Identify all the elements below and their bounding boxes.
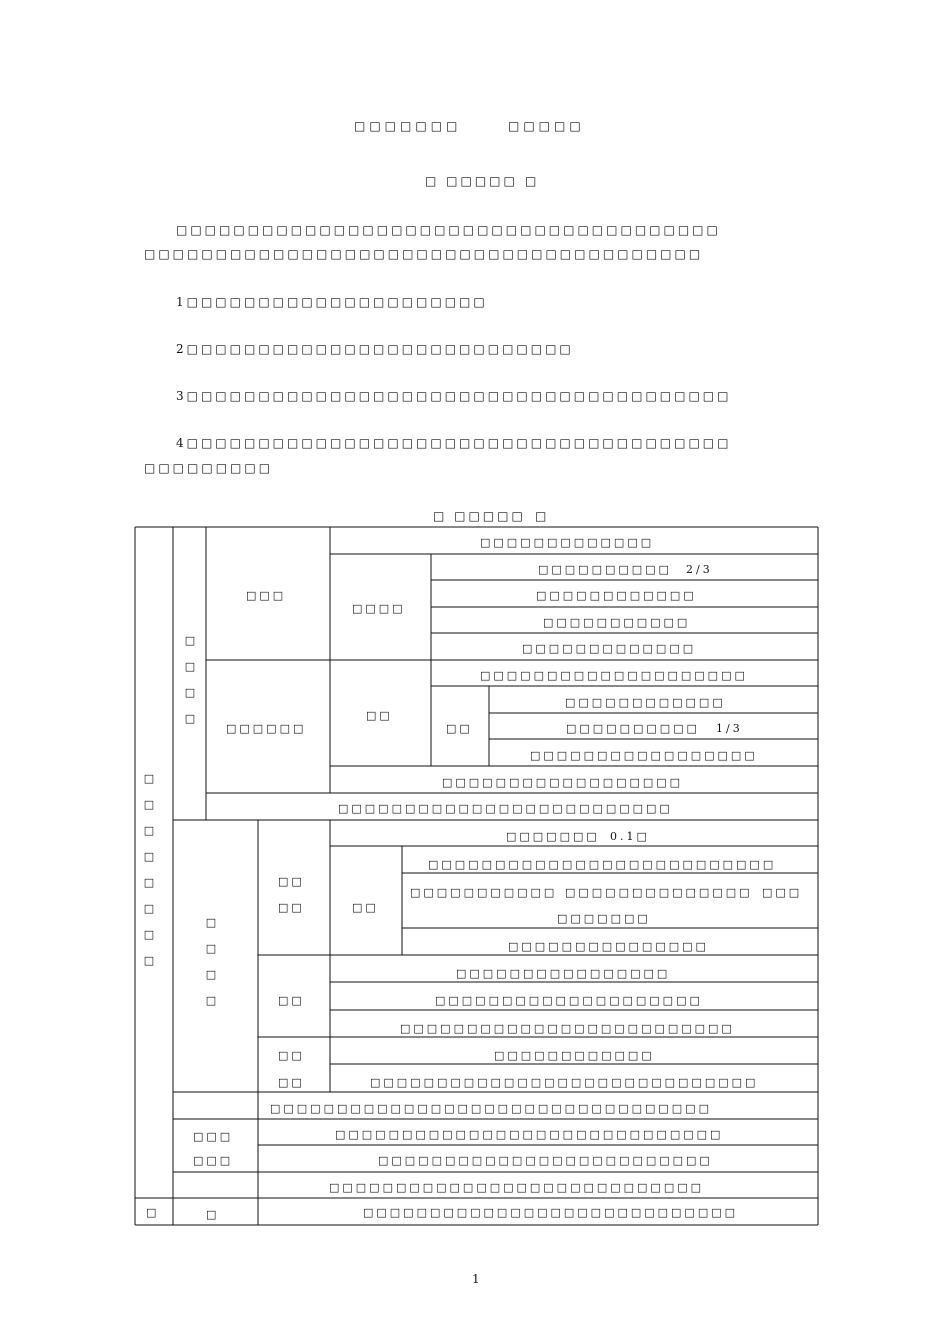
subtitle-right: □ [525,174,540,188]
group3-row2: □□□□□□□□□□□□□□□□□□□□□□□□□ [378,1154,713,1167]
group1a-sub-row1-value: 2/3 [686,563,713,576]
group2a-sub-row1: □□□□□□□□□□□□□□□□□□□□□□□□□□ [428,858,777,871]
intro-line-2: □□□□□□□□□□□□□□□□□□□□□□□□□□□□□□□□□□□□□□□ [144,247,704,261]
title-right: □□□□□ [508,119,585,133]
group1a-label: □□□ [246,589,287,602]
group2c-label-line1: □□ [278,1049,305,1062]
group2a-sub-row2-a: □□□□□□□□□□□ [410,886,558,899]
group1b-sub2-row2-value: 1/3 [716,722,743,735]
group1b-sub2-row1: □□□□□□□□□□□□ [565,696,726,709]
group1b-sub2-label: □□ [446,722,473,735]
group1b-sub2-row2: □□□□□□□□□□ [566,722,700,735]
table-caption-left: □ □□□□□ [433,509,526,523]
group2a-sub-label: □□ [352,901,379,914]
group1a-row1: □□□□□□□□□□□□□ [480,536,655,549]
list-item-2: 2□□□□□□□□□□□□□□□□□□□□□□□□□□□ [176,342,574,356]
group1a-sub-row4: □□□□□□□□□□□□□ [522,642,697,655]
group1a-sub-row3: □□□□□□□□□□□ [543,616,691,629]
group2c-row2: □□□□□□□□□□□□□□□□□□□□□□□□□□□□□ [370,1076,759,1089]
group1a-sub-row1: □□□□□□□□□□ [538,563,672,576]
group2a-label-line2: □□ [278,901,305,914]
table-col1-label: □□□□□□□□ [143,772,155,967]
group1a-sub-row2: □□□□□□□□□□□□ [536,589,697,602]
table-caption-right: □ [535,509,550,523]
group1-last-row: □□□□□□□□□□□□□□□□□□□□□□□□□ [338,802,673,815]
group2c-label-line2: □□ [278,1076,305,1089]
group2c-row1: □□□□□□□□□□□□ [494,1049,655,1062]
group3-row1: □□□□□□□□□□□□□□□□□□□□□□□□□□□□□ [335,1128,724,1141]
group2a-sub-row3: □□□□□□□□□□□□□□□ [508,940,709,953]
group2a-sub-row2-c: □□□ [762,886,803,899]
group1b-row2: □□□□□□□□□□□□□□□□□□ [442,776,684,789]
group2a-sub-row2-b: □□□□□□□□□□□□□□ [565,886,753,899]
list-item-4-continued: □□□□□□□□□ [144,461,274,475]
group2a-sub-row2-d: □□□□□□□ [557,912,651,925]
group2a-row1: □□□□□□□ [506,830,600,843]
group2a-label-line1: □□ [278,875,305,888]
group2b-row1: □□□□□□□□□□□□□□□□ [456,967,671,980]
list-item-1: 1□□□□□□□□□□□□□□□□□□□□□ [176,295,488,309]
last-row-col2: □ [206,1208,220,1221]
group3-label-line1: □□□ [193,1130,234,1143]
table-col1-bottom: □ [146,1206,160,1219]
group1a-sub-label: □□□□ [352,602,406,615]
group2-label: □□□□ [205,916,217,1007]
subtitle-left: □ □□□□□ [425,174,518,188]
group1b-row1: □□□□□□□□□□□□□□□□□□□□ [480,669,748,682]
group2b-row2: □□□□□□□□□□□□□□□□□□□□ [435,994,703,1007]
group2b-label: □□ [278,994,305,1007]
intro-line-1: □□□□□□□□□□□□□□□□□□□□□□□□□□□□□□□□□□□□□□ [176,223,721,237]
group1b-sub-label: □□ [366,709,393,722]
span-row-1: □□□□□□□□□□□□□□□□□□□□□□□□□□□□□□□□□ [270,1102,712,1115]
list-item-4: 4□□□□□□□□□□□□□□□□□□□□□□□□□□□□□□□□□□□□□□ [176,436,732,450]
group1-label: □□□□ [184,634,196,725]
group1b-label: □□□□□□ [226,722,307,735]
group3-label-line2: □□□ [193,1154,234,1167]
page-number: 1 [472,1272,480,1286]
list-item-3: 3□□□□□□□□□□□□□□□□□□□□□□□□□□□□□□□□□□□□□□ [176,389,732,403]
span-row-2: □□□□□□□□□□□□□□□□□□□□□□□□□□□□ [329,1181,705,1194]
group1b-sub2-row3: □□□□□□□□□□□□□□□□□ [530,749,758,762]
group2b-row3: □□□□□□□□□□□□□□□□□□□□□□□□□ [400,1022,735,1035]
title-left: □□□□□□□ [354,119,462,133]
group2a-row1-value: 0.1□ [610,830,650,843]
last-row-content: □□□□□□□□□□□□□□□□□□□□□□□□□□□□ [363,1206,739,1219]
